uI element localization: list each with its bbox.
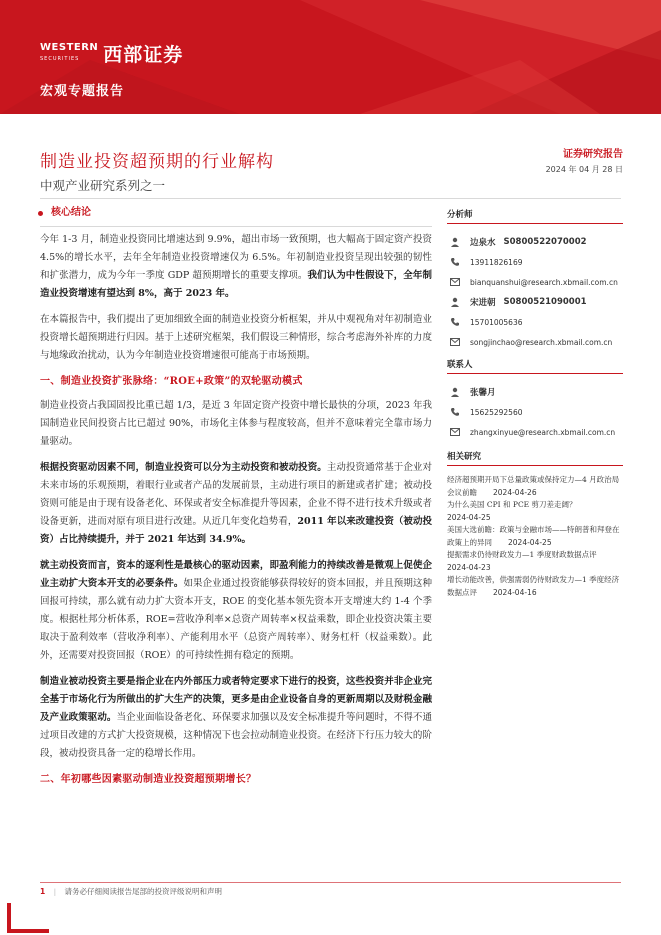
logo-chinese: 西部证券	[103, 44, 184, 66]
company-logo	[40, 40, 183, 67]
contact-phone-row: 15625292560	[449, 402, 623, 422]
paragraph-2: 在本篇报告中，我们提出了更加细致全面的制造业投资分析框架，并从中观视角对年初制造业投资增长超预期进行归因。基于上述研究框架，我们假设三种情形，综合考虑海外补库的力度与地缘政治扰动，认为今年制造业投资增速很可能高于市场预期。	[40, 314, 432, 361]
report-badge: 证券研究报告	[563, 149, 623, 160]
report-date: 2024 年 04 月 28 日	[545, 165, 623, 174]
header-banner	[0, 0, 661, 114]
paragraph-5: 就主动投资而言，资本的逐利性是最核心的驱动因素，即盈利能力的持续改善是微观上促使企业主动扩大资本开支的必要条件。如果企业通过投资能够获得较好的资本回报，并且预期这种回报可持续，那么就有动力扩大资本开支，ROE 的变化基本领先资本开支增速大约 1-4 个季度。根据杜邦分析体系，ROE=营收净利率×总资产周转率×权益乘数，即企业投资决策主要取决于盈利效率（营收净利率）、产能利用水平（总资产周转率）、财务杠杆（权益乘数）。此外，还需要对投资回报（ROE）的可持续性拥有稳定的预期。	[40, 560, 432, 661]
paragraph-1: 今年 1-3 月，制造业投资同比增速达到 9.9%，超出市场一致预期，也大幅高于固定资产投资 4.5%的增长水平，去年全年制造业投资增速仅为 6.5%。年初制造业投资呈现出较强的韧性和扩张潜力，成为今年一季度 GDP 超预期增长的重要支撑项。我们认为中性假设下，全年制造业投资增速有望达到 8%，高于 2023 年。	[40, 234, 432, 299]
footer-disclaimer: 请务必仔细阅读报告尾部的投资评级说明和声明	[64, 887, 223, 896]
related-research-item[interactable]: 为什么美国 CPI 和 PCE 剪刀差走阔？ 2024-04-25	[447, 500, 577, 522]
mail-icon	[449, 337, 460, 348]
analyst-email-row[interactable]: songjinchao@research.xbmail.com.cn	[449, 332, 623, 352]
section-heading-2: 二、年初哪些因素驱动制造业投资超预期增长？	[40, 774, 257, 785]
related-research-item[interactable]: 提振需求仍待财政发力—1 季度财政数据点评 2024-04-23	[447, 550, 597, 572]
page-number: 1	[40, 887, 46, 896]
related-research-list	[447, 474, 623, 599]
analyst-phone-row: 13911826169	[449, 252, 623, 272]
contact-email-row[interactable]: zhangxinyue@research.xbmail.com.cn	[449, 422, 623, 442]
related-research-heading: 相关研究	[447, 450, 623, 466]
section-heading-1: 一、制造业投资扩张脉络：“ROE+政策”的双轮驱动模式	[40, 376, 303, 387]
report-title: 制造业投资超预期的行业解构	[40, 152, 274, 172]
title-divider	[40, 198, 621, 199]
analyst-name-row: 边泉水 S0800522070002	[449, 232, 623, 252]
logo-english: WESTERN SECURITIES	[40, 42, 99, 62]
analysts-heading: 分析师	[447, 208, 623, 224]
footer-divider	[40, 882, 621, 883]
paragraph-4: 根据投资驱动因素不同，制造业投资可以分为主动投资和被动投资。主动投资通常基于企业对未来市场的乐观预期，着眼行业或者产品的发展前景，主动进行项目的新建或者扩建；被动投资则可能是由于现有设备老化、环保或者安全标准提升等因素，企业不得不进行技术升级或者设备更新，进而对原有项目进行改建。从近几年变化趋势看，2011 年以来改建投资（被动投资）占比持续提升，并于 2021 年达到 34.9%。	[40, 462, 432, 545]
mail-icon	[449, 277, 460, 288]
analyst-card	[449, 232, 623, 352]
related-research-item[interactable]: 美国大选前瞻：政策与金融市场——特朗普和拜登在政策上的异同 2024-04-25	[447, 525, 620, 547]
report-type: 宏观专题报告	[40, 84, 125, 99]
page-footer: 1 | 请务必仔细阅读报告尾部的投资评级说明和声明	[40, 887, 223, 896]
related-research-item[interactable]: 增长动能改善，供强需弱仍待财政发力—1 季度经济数据点评 2024-04-16	[447, 575, 620, 597]
analyst-email-row[interactable]: bianquanshui@research.xbmail.com.cn	[449, 272, 623, 292]
phone-icon	[449, 407, 460, 418]
section-divider	[40, 226, 432, 227]
sidebar	[447, 206, 623, 599]
corner-mark	[7, 929, 49, 933]
analyst-name-row: 宋进朝 S0800521090001	[449, 292, 623, 312]
bullet-dot-icon	[38, 211, 43, 216]
contact-card	[449, 382, 623, 442]
phone-icon	[449, 257, 460, 268]
mail-icon	[449, 427, 460, 438]
person-icon	[449, 387, 460, 398]
paragraph-6: 制造业被动投资主要是指企业在内外部压力或者特定要求下进行的投资，这些投资并非企业完全基于市场化行为所做出的扩大生产的决策，更多是由企业设备自身的更新周期以及财税金融及产业政策驱动。当企业面临设备老化、环保要求加强以及安全标准提升等问题时，不得不通过项目改建的方式扩大投资规模，这种情况下也会拉动制造业投资。在经济下行压力较大的阶段，被动投资具备一定的稳增长作用。	[40, 676, 432, 759]
phone-icon	[449, 317, 460, 328]
analyst-phone-row: 15701005636	[449, 312, 623, 332]
core-conclusion-heading: 核心结论	[38, 206, 432, 220]
related-research-item[interactable]: 经济超预期开局下总量政策或保持定力—4 月政治局会议前瞻 2024-04-26	[447, 475, 620, 497]
contact-heading: 联系人	[447, 358, 623, 374]
person-icon	[449, 297, 460, 308]
report-subtitle: 中观产业研究系列之一	[40, 178, 166, 193]
main-content	[40, 206, 432, 795]
person-icon	[449, 237, 460, 248]
paragraph-3: 制造业投资占我国固投比重已超 1/3，是近 3 年固定资产投资中增长最快的分项，2023 年我国制造业民间投资占比已超过 90%，市场化主体参与程度较高，但并不意味着完全靠市场力量驱动。	[40, 400, 432, 447]
contact-name-row: 张馨月	[449, 382, 623, 402]
